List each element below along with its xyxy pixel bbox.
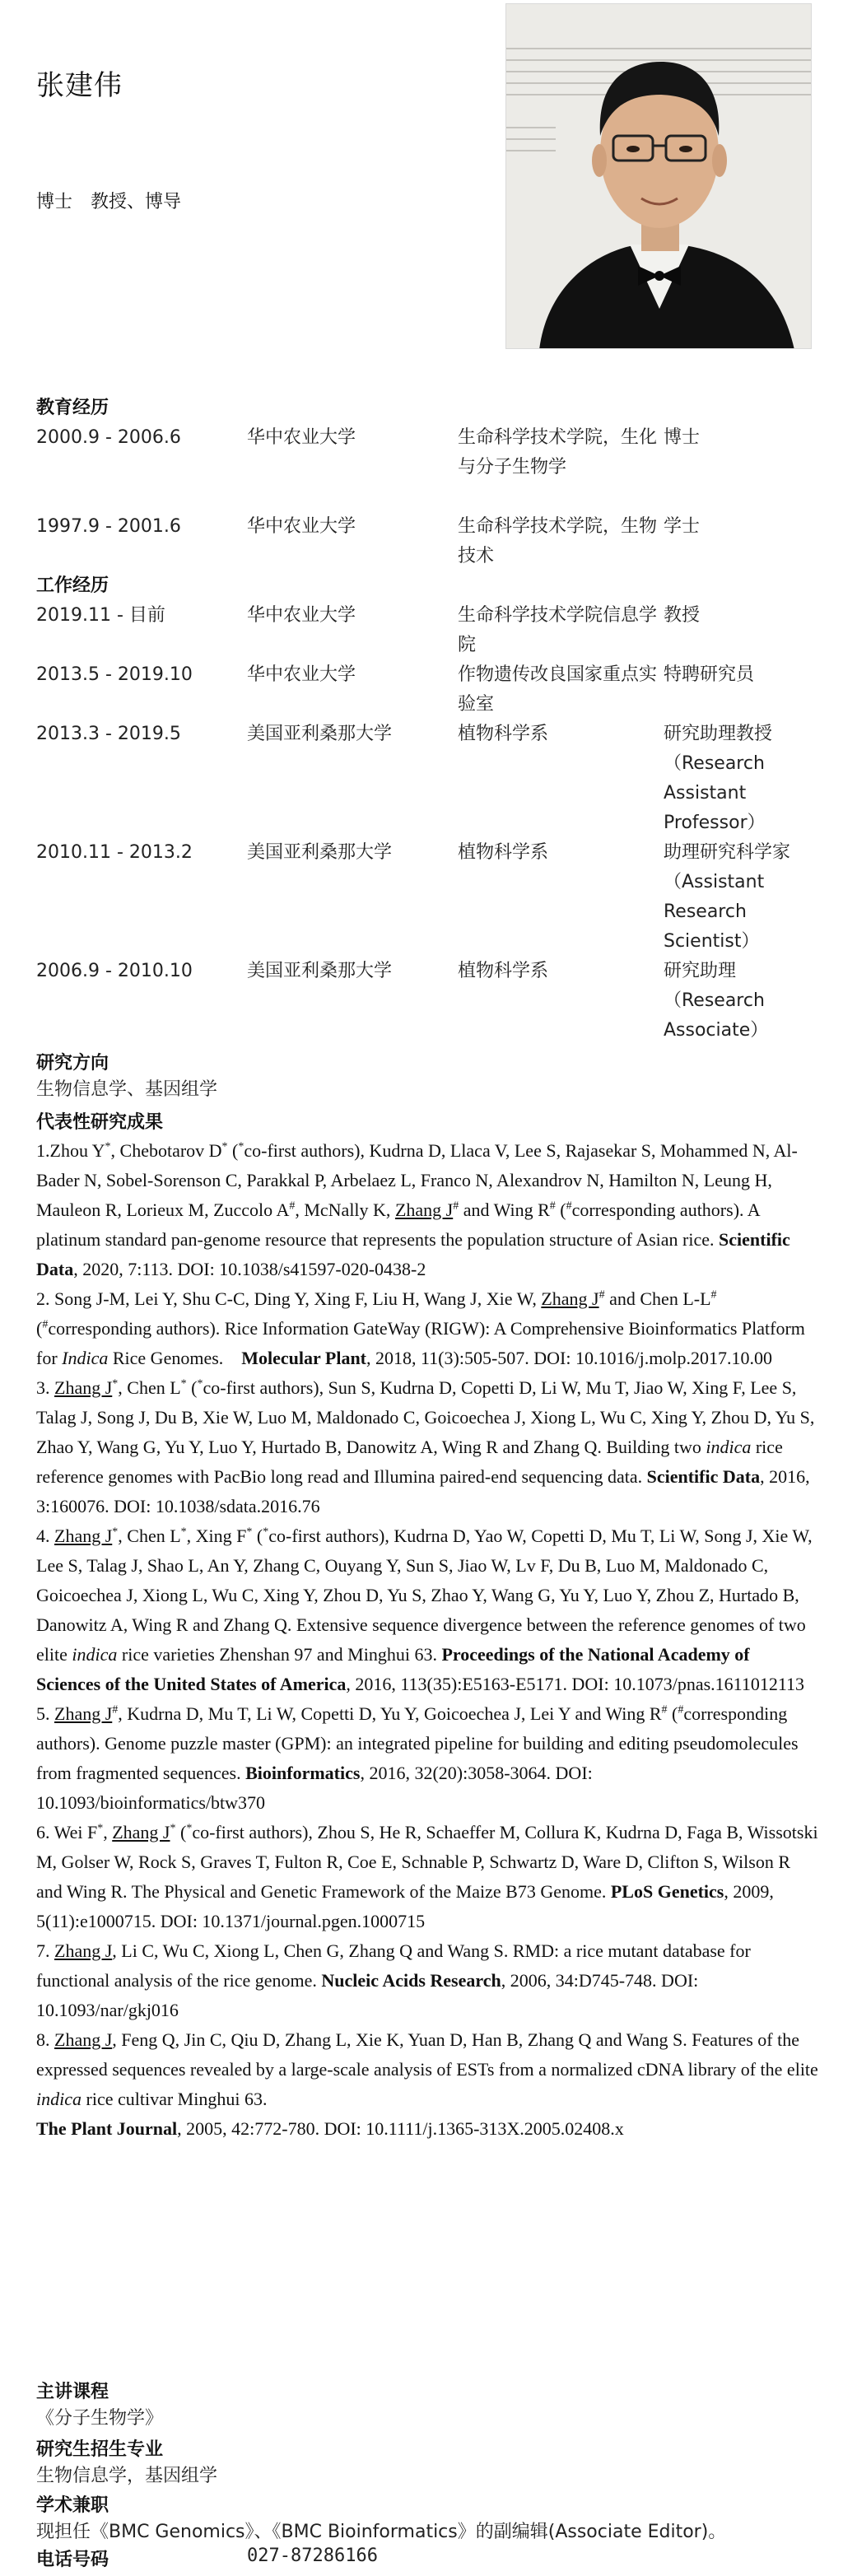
publication-item: 8. Zhang J, Feng Q, Jin C, Qiu D, Zhang L, Xie K, Yuan D, Han B, Zhang Q and Wang S. Features of the expressed sequences revealed by a large-scale analysis of ESTs from a normalized cDNA library of the elite indica rice cultivar Minghui 63. The Plant Journal, 2005, 42:772-780. DOI: 10.1111/j.1365-313X.2005.02408.x — [36, 2029, 818, 2139]
author-highlight: Zhang J — [112, 1822, 170, 1842]
edu-dept: 生命科学技术学院，生化与分子生物学 — [458, 427, 658, 477]
table-row — [36, 423, 810, 512]
publications-heading: 代表性研究成果 — [36, 1112, 164, 1133]
author-highlight: Zhang J — [54, 2029, 113, 2050]
journal-name: Molecular Plant — [241, 1348, 366, 1368]
edu-dept: 生命科学技术学院，生物技术 — [458, 516, 658, 566]
edu-period: 2000.9 - 2006.6 — [36, 427, 181, 448]
publication-item: 7. Zhang J, Li C, Wu C, Xiong L, Chen G, Zhang Q and Wang S. RMD: a rice mutant database for functional analysis of the rice genome. Nucleic Acids Research, 2006, 34:D745-748. DOI: 10.1093/nar/gkj016 — [36, 1940, 751, 2020]
work-role: 助理研究科学家（Assistant Research Scientist） — [664, 842, 791, 952]
work-period: 2013.5 - 2019.10 — [36, 664, 193, 685]
table-row — [36, 512, 810, 571]
work-org: 美国亚利桑那大学 — [247, 961, 393, 981]
author-highlight: Zhang J — [54, 1526, 113, 1546]
table-row — [36, 660, 810, 720]
work-org: 华中农业大学 — [247, 664, 356, 685]
work-role: 研究助理（Research Associate） — [664, 961, 769, 1041]
edu-period: 1997.9 - 2001.6 — [36, 516, 181, 537]
work-period: 2013.3 - 2019.5 — [36, 724, 181, 744]
courses-heading: 主讲课程 — [36, 2382, 109, 2402]
author-highlight: Zhang J — [394, 1199, 454, 1220]
work-org: 美国亚利桑那大学 — [247, 842, 393, 863]
table-row — [36, 957, 810, 1046]
author-highlight: Zhang J — [541, 1288, 599, 1309]
publication-item: 5. Zhang J#, Kudrna D, Mu T, Li W, Copetti D, Yu Y, Goicoechea J, Lei Y and Wing R# (#corresponding authors). Genome puzzle master (GPM): an integrated pipeline for building and editing pseudomolecules from fragmented sequences. Bioinformatics, 2016, 32(20):3058-3064. DOI: 10.1093/bioinformatics/btw370 — [36, 1703, 799, 1813]
publication-list — [36, 1136, 818, 2144]
work-role: 特聘研究员 — [664, 664, 755, 685]
work-dept: 生命科学技术学院信息学院 — [458, 605, 658, 655]
edu-role: 学士 — [664, 516, 701, 537]
phone-label: 电话号码 — [36, 2550, 109, 2570]
work-dept: 植物科学系 — [458, 842, 549, 863]
publication-item: 2. Song J-M, Lei Y, Shu C-C, Ding Y, Xing F, Liu H, Wang J, Xie W, Zhang J# and Chen L-L# (#corresponding authors). Rice Information GateWay (RIGW): A Comprehensive Bioinformatics Platform for Indica Rice Genomes. Molecular Plant, 2018, 11(3):505-507. DOI: 10.1016/j.molp.2017.10.00 — [36, 1288, 805, 1368]
academic-text: 现担任《BMC Genomics》、《BMC Bioinformatics》的副编辑(Associate Editor)。 — [36, 2522, 727, 2542]
contact-phone-row — [36, 2546, 810, 2574]
table-row — [36, 601, 810, 660]
portrait-photo — [505, 3, 812, 349]
majors-text: 生物信息学，基因组学 — [36, 2466, 218, 2486]
journal-name: The Plant Journal — [36, 2118, 178, 2139]
person-name: 张建伟 — [36, 69, 123, 102]
table-row — [36, 720, 810, 838]
education-heading: 教育经历 — [36, 398, 109, 418]
research-heading: 研究方向 — [36, 1053, 109, 1074]
publication-item: 3. Zhang J*, Chen L* (*co-first authors), Sun S, Kudrna D, Copetti D, Li W, Mu T, Jiao W, Xing F, Lee S, Talag J, Song J, Du B, Xie W, Luo M, Maldonado C, Goicoechea J, Xiong L, Wu C, Xing Y, Zhou D, Yu S, Zhao Y, Wang G, Yu Y, Luo Y, Hurtado B, Danowitz A, Wing R and Zhang Q. Building two indica rice reference genomes with PacBio long read and Illumina paired-end sequencing data. Scientific Data, 2016, 3:160076. DOI: 10.1038/sdata.2016.76 — [36, 1377, 815, 1516]
publication-item: 1.Zhou Y*, Chebotarov D* (*co-first authors), Kudrna D, Llaca V, Lee S, Rajasekar S, Mohammed N, Al-Bader N, Sobel-Sorenson C, Parakkal P, Arbelaez L, Franco N, Alexandrov N, Hamilton N, Leung H, Mauleon R, Lorieux M, Zuccolo A#, McNally K, Zhang J# and Wing R# (#corresponding authors). A platinum standard pan-genome resource that represents the population structure of Asian rice. Scientific Data, 2020, 7:113. DOI: 10.1038/s41597-020-0438-2 — [36, 1140, 798, 1279]
work-table — [36, 601, 810, 1046]
portrait-image — [506, 4, 812, 349]
edu-org: 华中农业大学 — [247, 516, 356, 537]
journal-name: PLoS Genetics — [610, 1881, 724, 1902]
table-row — [36, 838, 810, 957]
work-role: 教授 — [664, 605, 701, 626]
work-period: 2010.11 - 2013.2 — [36, 842, 193, 863]
work-org: 美国亚利桑那大学 — [247, 724, 393, 744]
journal-name: Scientific Data — [646, 1466, 761, 1487]
courses-text: 《分子生物学》 — [36, 2408, 164, 2429]
author-highlight: Zhang J — [54, 1377, 113, 1398]
author-highlight: Zhang J — [54, 1940, 113, 1961]
publication-item: 6. Wei F*, Zhang J* (*co-first authors), Zhou S, He R, Schaeffer M, Collura K, Kudrna D, Faga B, Wissotski M, Golser W, Rock S, Graves T, Fulton R, Coe E, Schnable P, Schwartz D, Ware D, Clifton S, Wilson R and Wing R. The Physical and Genetic Framework of the Maize B73 Genome. PLoS Genetics, 2009, 5(11):e1000715. DOI: 10.1371/journal.pgen.1000715 — [36, 1822, 818, 1931]
journal-name: Bioinformatics — [245, 1763, 361, 1783]
work-role: 研究助理教授（Research Assistant Professor） — [664, 724, 773, 833]
work-dept: 植物科学系 — [458, 961, 549, 981]
research-text: 生物信息学、基因组学 — [36, 1079, 218, 1100]
work-period: 2006.9 - 2010.10 — [36, 961, 193, 981]
journal-name: Nucleic Acids Research — [321, 1970, 501, 1991]
person-title: 博士 教授、博导 — [36, 192, 182, 212]
publication-item: 4. Zhang J*, Chen L*, Xing F* (*co-first authors), Kudrna D, Yao W, Copetti D, Mu T, Li W, Song J, Xie W, Lee S, Talag J, Shao L, An Y, Zhang C, Ouyang Y, Sun S, Jiao W, Lv F, Du B, Luo M, Maldonado C, Goicoechea J, Xiong L, Wu C, Xing Y, Zhou D, Yu S, Zhao Y, Wang G, Yu Y, Luo Y, Zhou Z, Hurtado B, Danowitz A, Wing R and Zhang Q. Extensive sequence divergence between the reference genomes of two elite indica rice varieties Zhenshan 97 and Minghui 63. Proceedings of the National Academy of Sciences of the United States of America, 2016, 113(35):E5163-E5171. DOI: 10.1073/pnas.1611012113 — [36, 1526, 813, 1694]
academic-heading: 学术兼职 — [36, 2495, 109, 2516]
work-dept: 植物科学系 — [458, 724, 549, 744]
work-heading: 工作经历 — [36, 575, 109, 596]
majors-heading: 研究生招生专业 — [36, 2439, 164, 2460]
journal-name: Scientific Data — [36, 1229, 790, 1279]
edu-org: 华中农业大学 — [247, 427, 356, 448]
edu-role: 博士 — [664, 427, 701, 448]
journal-name: Proceedings of the National Academy of Sciences of the United States of America — [36, 1644, 750, 1694]
education-table — [36, 423, 810, 571]
work-org: 华中农业大学 — [247, 605, 356, 626]
phone-value: 027-87286166 — [247, 2546, 378, 2566]
author-highlight: Zhang J — [54, 1703, 113, 1724]
work-dept: 作物遗传改良国家重点实验室 — [458, 664, 658, 715]
work-period: 2019.11 - 目前 — [36, 605, 165, 626]
